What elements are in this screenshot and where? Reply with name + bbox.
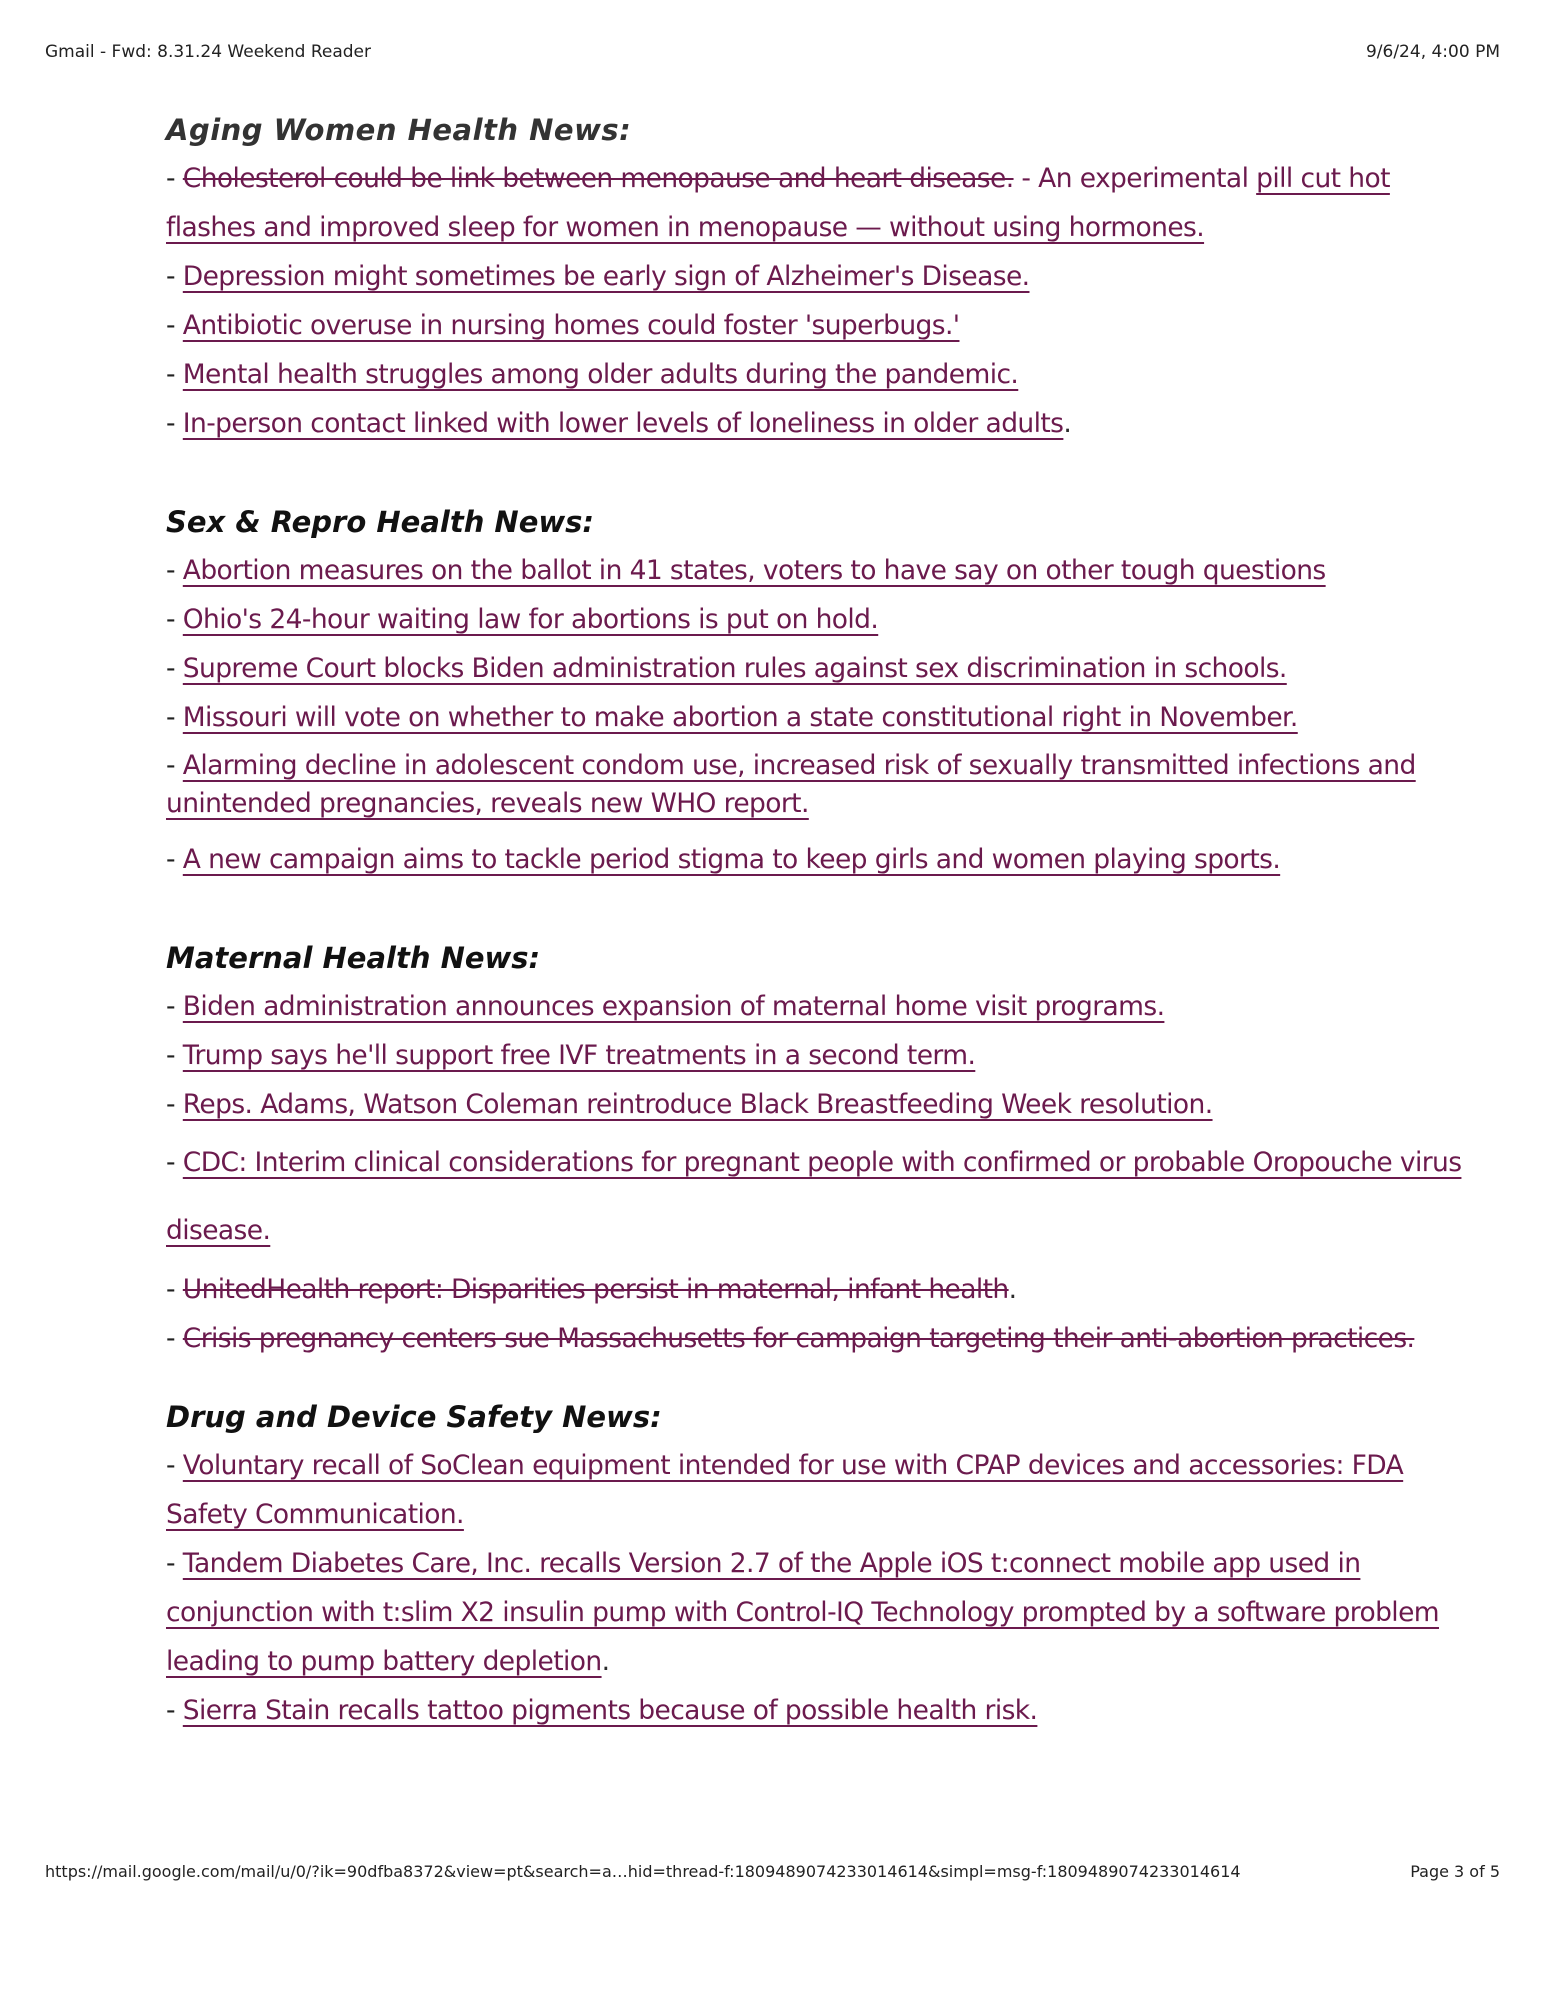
list-item	[166, 1265, 1466, 1314]
news-link[interactable]: Voluntary recall of SoClean equipment intended for use with CPAP devices and accessories: FDA Safety Communication.	[166, 1450, 1404, 1530]
news-link[interactable]: A new campaign aims to tackle period stigma to keep girls and women playing sports.	[182, 844, 1281, 875]
item-dash: -	[166, 1274, 175, 1305]
news-link[interactable]: Antibiotic overuse in nursing homes could foster 'superbugs.'	[182, 310, 960, 341]
list-item	[166, 1080, 1466, 1129]
item-dash: -	[166, 1089, 175, 1120]
item-tail: .	[1008, 1274, 1017, 1305]
print-footer	[45, 1862, 1500, 1881]
print-url: https://mail.google.com/mail/u/0/?ik=90dfba8372&view=pt&search=a…hid=thread-f:1809489074233014614&simpl=msg-f:1809489074233014614	[45, 1862, 1241, 1881]
news-link[interactable]: Cholesterol could be link between menopause and heart disease.	[182, 163, 1014, 194]
item-dash: -	[166, 604, 175, 635]
section-sex-repro-health	[166, 500, 1466, 884]
news-link[interactable]: Reps. Adams, Watson Coleman reintroduce Black Breastfeeding Week resolution.	[182, 1089, 1213, 1120]
list-item	[166, 1129, 1466, 1265]
item-tail: .	[1063, 408, 1072, 439]
news-link[interactable]: Crisis pregnancy centers sue Massachusetts for campaign targeting their anti-abortion practices.	[182, 1323, 1415, 1354]
news-link[interactable]: Trump says he'll support free IVF treatments in a second term.	[182, 1040, 976, 1071]
news-link[interactable]: pill cut hot flashes and improved sleep for women in menopause — without using hormones.	[166, 163, 1390, 243]
item-dash: -	[166, 359, 175, 390]
section-title: Drug and Device Safety News:	[166, 1400, 662, 1434]
list-item	[166, 835, 1466, 884]
item-text: An experimental	[1038, 163, 1257, 194]
item-dash: -	[166, 310, 175, 341]
list-item	[166, 399, 1466, 448]
news-link[interactable]: In-person contact linked with lower levels of loneliness in older adults	[182, 408, 1064, 439]
section-title: Aging Women Health News:	[166, 113, 632, 147]
section-aging-women-health	[166, 108, 1466, 448]
item-dash: -	[166, 261, 175, 292]
section-maternal-health	[166, 936, 1466, 1363]
list-item	[166, 1539, 1466, 1686]
list-item	[166, 1441, 1466, 1539]
news-link[interactable]: Alarming decline in adolescent condom use, increased risk of sexually transmitted infections and unintended pregnancies, reveals new WHO report.	[166, 750, 1416, 819]
news-link[interactable]: Tandem Diabetes Care, Inc. recalls Version 2.7 of the Apple iOS t:connect mobile app used in conjunction with t:slim X2 insulin pump with Control-IQ Technology prompted by a software problem leading to pump battery depletion	[166, 1548, 1439, 1677]
news-link[interactable]: Mental health struggles among older adults during the pandemic.	[182, 359, 1019, 390]
list-item	[166, 1031, 1466, 1080]
print-datetime: 9/6/24, 4:00 PM	[1365, 42, 1500, 62]
item-dash: -	[166, 1147, 175, 1178]
item-dash: -	[166, 1548, 175, 1579]
item-dash: -	[166, 991, 175, 1022]
news-link[interactable]: Ohio's 24-hour waiting law for abortions is put on hold.	[182, 604, 879, 635]
list-item	[166, 301, 1466, 350]
news-link[interactable]: Missouri will vote on whether to make abortion a state constitutional right in November.	[182, 702, 1298, 733]
item-dash: -	[166, 702, 175, 733]
list-item	[166, 546, 1466, 595]
item-dash: -	[166, 555, 175, 586]
item-dash: -	[166, 844, 175, 875]
section-title: Sex & Repro Health News:	[166, 505, 595, 539]
list-item	[166, 982, 1466, 1031]
email-body	[166, 108, 1466, 1787]
item-dash: -	[166, 750, 175, 781]
list-item	[166, 1686, 1466, 1735]
email-title: Gmail - Fwd: 8.31.24 Weekend Reader	[45, 42, 371, 62]
section-drug-device-safety	[166, 1395, 1466, 1735]
news-link[interactable]: Abortion measures on the ballot in 41 states, voters to have say on other tough questions	[182, 555, 1326, 586]
list-item	[166, 252, 1466, 301]
item-tail: .	[601, 1646, 610, 1677]
item-dash: -	[166, 163, 175, 194]
news-link[interactable]: Sierra Stain recalls tattoo pigments because of possible health risk.	[182, 1695, 1038, 1726]
list-item	[166, 595, 1466, 644]
item-dash: -	[166, 1695, 175, 1726]
item-dash: -	[166, 1040, 175, 1071]
item-dash: -	[166, 408, 175, 439]
news-link[interactable]: Biden administration announces expansion of maternal home visit programs.	[182, 991, 1165, 1022]
section-title: Maternal Health News:	[166, 941, 541, 975]
list-item	[166, 154, 1466, 252]
item-dash: -	[166, 653, 175, 684]
list-item	[166, 1314, 1466, 1363]
news-link[interactable]: UnitedHealth report: Disparities persist in maternal, infant health	[182, 1274, 1009, 1305]
item-dash: -	[166, 1450, 175, 1481]
item-dash: -	[166, 1323, 175, 1354]
item-separator: -	[1013, 163, 1039, 194]
news-link[interactable]: Supreme Court blocks Biden administration rules against sex discrimination in schools.	[182, 653, 1287, 684]
page-number: Page 3 of 5	[1410, 1862, 1500, 1881]
list-item	[166, 644, 1466, 693]
news-link[interactable]: CDC: Interim clinical considerations for pregnant people with confirmed or probable Oropouche virus disease.	[166, 1147, 1462, 1246]
list-item	[166, 747, 1466, 823]
print-header	[45, 42, 1500, 62]
list-item	[166, 350, 1466, 399]
list-item	[166, 693, 1466, 742]
news-link[interactable]: Depression might sometimes be early sign of Alzheimer's Disease.	[182, 261, 1030, 292]
